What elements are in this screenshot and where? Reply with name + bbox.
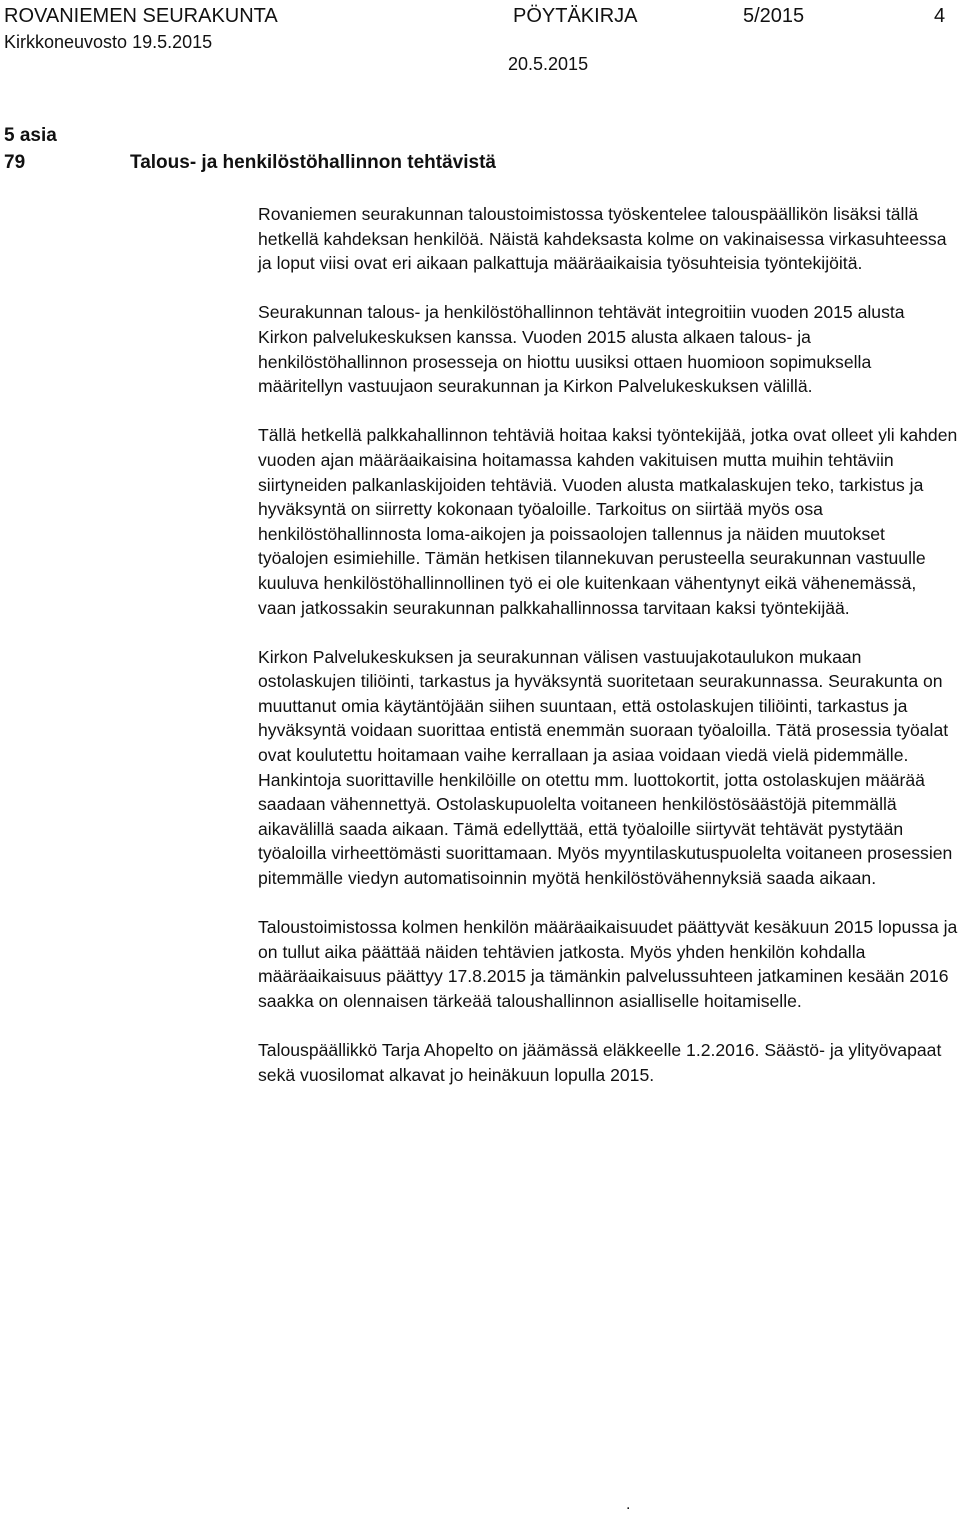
case-number: 79 <box>4 152 26 173</box>
paragraph: Taloustoimistossa kolmen henkilön määräaikaisuudet päättyvät kesäkuun 2015 lopussa ja on tullut aika päättää näiden tehtävien jatkosta. Myös yhden henkilön kohdalla määräaikaisuus päättyy 17.8.2015 ja tämänkin palvelussuhteen jatkaminen kesään 2016 saakka on olennaisen tärkeää taloushallinnon asialliselle hoitamiselle. <box>258 917 958 1011</box>
document-date: 20.5.2015 <box>508 54 589 74</box>
paragraph: Rovaniemen seurakunnan taloustoimistossa työskentelee talouspäällikön lisäksi tällä hetkellä kahdeksan henkilöä. Näistä kahdeksasta kolme on vakinaisessa virkasuhteessa ja loput viisi ovat eri aikaan palkattuja määräaikaisia työsuhteisia työntekijöitä. <box>258 204 947 274</box>
paragraph: Seurakunnan talous- ja henkilöstöhallinnon tehtävät integroitiin vuoden 2015 alusta Kirkon palvelukeskuksen kanssa. Vuoden 2015 alusta alkaen talous- ja henkilöstöhallinnon prosesseja on hiottu uusiksi ottaen huomioon sopimuksella määritellyn vastuujaon seurakunnan ja Kirkon Palvelukeskuksen välillä. <box>258 302 905 397</box>
page-number: 4 <box>934 5 946 27</box>
board-meeting: Kirkkoneuvosto 19.5.2015 <box>4 32 213 52</box>
paragraph: Talouspäällikkö Tarja Ahopelto on jäämässä eläkkeelle 1.2.2016. Säästö- ja ylityövapaat sekä vuosilomat alkavat jo heinäkuun lopulla 2015. <box>258 1040 942 1085</box>
case-title: Talous- ja henkilöstöhallinnon tehtävistä <box>130 152 496 173</box>
case-label: 5 asia <box>4 125 57 146</box>
paragraph: Tällä hetkellä palkkahallinnon tehtäviä hoitaa kaksi työntekijää, jotka ovat olleet yli kahden vuoden ajan määräaikaisina hoitamassa kahden vakituisen mutta muihin tehtäviin siirtyneiden palkanlaskijoiden tehtäviä. Vuoden alusta matkalaskujen teko, tarkistus ja hyväksyntä on siirretty kokonaan työaloille. Tarkoitus on siirtää myös osa henkilöstöhallinnosta loma-aikojen ja poissaolojen tallennus ja näiden muutokset työalojen esimiehille. Tämän hetkisen tilannekuvan perusteella seurakunnan vastuulle kuuluva henkilöstöhallinnollinen työ ei ole kuitenkaan vähentynyt eikä vähenemässä, vaan jatkossakin seurakunnan palkkahallinnossa tarvitaan kaksi työntekijää. <box>258 425 958 618</box>
document-type: PÖYTÄKIRJA <box>513 5 638 27</box>
footer-mark: . <box>626 1496 631 1513</box>
case-body <box>258 202 958 1112</box>
paragraph: Kirkon Palvelukeskuksen ja seurakunnan välisen vastuujakotaulukon mukaan ostolaskujen tiliöinti, tarkastus ja hyväksyntä suoritetaan seurakunnassa. Seurakunta on muuttanut omia käytäntöjään siihen suuntaan, että ostolaskujen tiliöinti, tarkastus ja hyväksyntä voidaan suorittaa entistä enemmän suoraan työaloilla. Tätä prosessia työalat ovat koulutettu hoitamaan vaihe kerrallaan ja asiaa voidaan viedä vielä pidemmälle. Hankintoja suorittaville henkilöille on otettu mm. luottokortit, jotta ostolaskujen määrää saadaan vähennettyä. Ostolaskupuolelta voitaneen henkilöstösäästöjä pitemmällä aikavälillä saada aikaan. Tämä edellyttää, että työaloille siirtyvät tehtävät pystytään työaloilla virheettömästi suorittamaan. Myös myyntilaskutuspuolelta voitaneen prosessien pitemmälle viedyn automatisoinnin myötä henkilöstövähennyksiä saada aikaan. <box>258 646 953 889</box>
document-number: 5/2015 <box>743 5 805 27</box>
organization-name: ROVANIEMEN SEURAKUNTA <box>4 5 278 27</box>
